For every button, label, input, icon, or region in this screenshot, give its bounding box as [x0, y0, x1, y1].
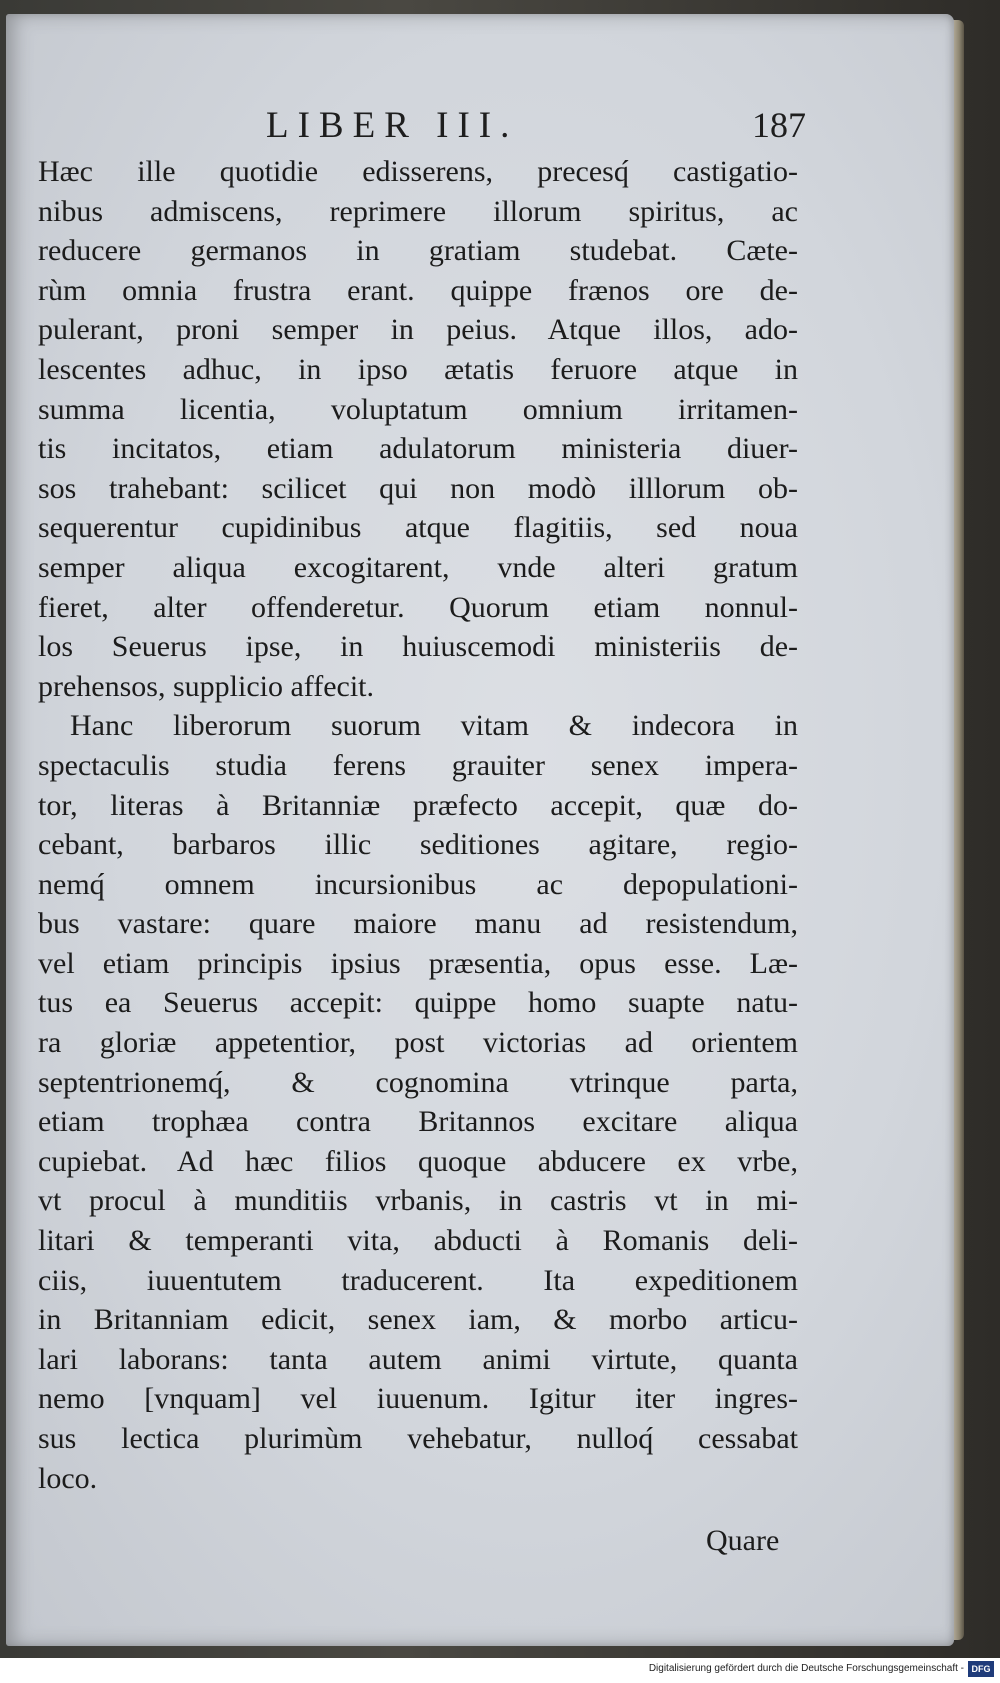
text-line: ciis, iuuentutem traducerent. Ita expeditionem [38, 1263, 798, 1297]
text-line: lari laborans: tanta autem animi virtute, quanta [38, 1342, 798, 1376]
text-line: tus ea Seuerus accepit: quippe homo suapte natu- [38, 986, 798, 1020]
text-line: vel etiam principis ipsius præsentia, opus esse. Læ- [38, 946, 798, 980]
text-line: los Seuerus ipse, in huiuscemodi ministeriis de- [38, 630, 798, 664]
text-line: summa licentia, voluptatum omnium irritamen- [38, 392, 798, 426]
text-line: pulerant, proni semper in peius. Atque illos, ado- [38, 313, 798, 347]
text-line: sequerentur cupidinibus atque flagitiis, sed noua [38, 511, 798, 545]
text-line: semper aliqua excogitarent, vnde alteri gratum [38, 550, 798, 584]
footer-bar [0, 1658, 1000, 1683]
running-head: LIBER III. [266, 105, 519, 146]
book-page [6, 14, 954, 1646]
dfg-logo-icon: DFG [968, 1661, 994, 1677]
text-line: in Britanniam edicit, senex iam, & morbo articu- [38, 1303, 798, 1337]
page-header [256, 104, 816, 154]
paragraph-2 [38, 706, 798, 1498]
text-line: litari & temperanti vita, abducti à Romanis deli- [38, 1224, 798, 1258]
text-line: septentrionemq́, & cognomina vtrinque parta, [38, 1065, 798, 1099]
text-line: fieret, alter offenderetur. Quorum etiam nonnul- [38, 590, 798, 624]
digitization-credit: Digitalisierung gefördert durch die Deutsche Forschungsgemeinschaft - [648, 1663, 964, 1674]
text-line: lescentes adhuc, in ipso ætatis feruore atque in [38, 352, 798, 386]
text-line: sos trahebant: scilicet qui non modò illlorum ob- [38, 471, 798, 505]
text-line: nemo [vnquam] vel iuuenum. Igitur iter ingres- [38, 1382, 798, 1416]
text-line: reducere germanos in gratiam studebat. Cæte- [38, 234, 798, 268]
text-line: prehensos, supplicio affecit. [38, 669, 375, 703]
paragraph-1 [38, 152, 798, 706]
text-line: rùm omnia frustra erant. quippe frænos ore de- [38, 273, 798, 307]
text-line: tis incitatos, etiam adulatorum ministeria diuer- [38, 432, 798, 466]
text-line: sus lectica plurimùm vehebatur, nulloq́ cessabat [38, 1422, 798, 1455]
text-line: nibus admiscens, reprimere illorum spiritus, ac [38, 194, 798, 228]
text-line: cupiebat. Ad hæc filios quoque abducere ex vrbe, [38, 1144, 798, 1178]
catchword: Quare [706, 1524, 780, 1557]
text-line: nemq́ omnem incursionibus ac depopulationi- [38, 867, 798, 901]
text-line: etiam trophæa contra Britannos excitare aliqua [38, 1105, 798, 1139]
text-line: Hæc ille quotidie edisserens, precesq́ castigatio- [38, 155, 798, 188]
text-line: vt procul à munditiis vrbanis, in castris vt in mi- [38, 1184, 798, 1218]
text-line: Hanc liberorum suorum vitam & indecora in [70, 709, 798, 743]
text-line: tor, literas à Britanniæ præfecto accepit, quæ do- [38, 788, 798, 822]
text-line: spectaculis studia ferens grauiter senex impera- [38, 748, 798, 782]
text-line: bus vastare: quare maiore manu ad resistendum, [38, 907, 798, 941]
text-line: cebant, barbaros illic seditiones agitare, regio- [38, 828, 798, 862]
text-line: loco. [38, 1461, 98, 1495]
text-line: ra gloriæ appetentior, post victorias ad orientem [38, 1026, 798, 1060]
page-number: 187 [752, 105, 806, 145]
text-block [38, 152, 798, 1498]
